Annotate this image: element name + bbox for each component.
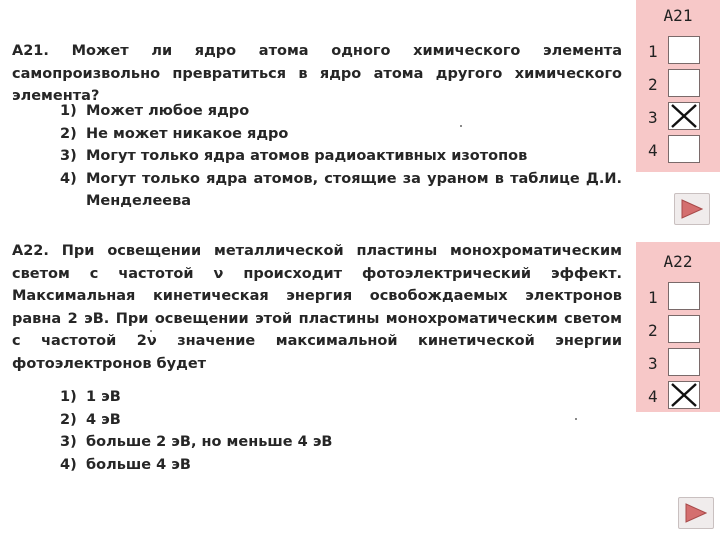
option-a21-3: 3) Могут только ядра атомов радиоактивных изотопов [60,148,528,164]
option-a22-1: 1) 1 эВ [60,389,121,405]
cross-mark-icon [669,103,699,129]
answer-a21-box-2[interactable] [668,69,700,97]
answer-a21-box-1[interactable] [668,36,700,64]
answer-panel-a22 [636,242,720,412]
option-a22-4: 4) больше 4 эВ [60,456,191,473]
question-a22-body: При освещении металлической пластины монохроматическим светом с частотой ν происходит фотоэлектрический эффект. Максимальная кинетическая энергия освобождаемых электронов равна 2 эВ. При освещении этой пластины монохроматическим светом с частотой 2ν значение максимальной кинетической энергии фотоэлектронов будет [12,243,622,372]
answer-a22-label-3: 3 [648,354,658,373]
answer-a22-label-4: 4 [648,387,658,406]
question-a21-text [12,40,622,108]
scan-speck [460,125,462,127]
answer-a22-box-1[interactable] [668,282,700,310]
question-a21-body: Может ли ядро атома одного химического элемента самопроизвольно превратиться в ядро атома другого химического элемента? [12,43,622,104]
option-a22-3: 3) больше 2 эВ, но меньше 4 эВ [60,434,333,450]
question-a22-text [12,240,622,375]
question-a21-options [60,100,622,213]
question-a22-number: A22. [12,243,49,259]
question-a21-number: A21. [12,43,49,59]
answer-a21-box-4[interactable] [668,135,700,163]
play-arrow-icon [681,199,703,219]
answer-a22-label-1: 1 [648,288,658,307]
scan-speck [150,330,152,332]
answer-a22-box-4[interactable] [668,381,700,409]
answer-a22-label-2: 2 [648,321,658,340]
answer-a21-label-4: 4 [648,141,658,160]
play-arrow-icon [685,503,707,523]
question-a22-options [60,386,622,476]
cross-mark-icon [669,382,699,408]
option-a22-2: 2) 4 эВ [60,411,121,428]
answer-panel-a21 [636,0,720,172]
answer-a22-box-2[interactable] [668,315,700,343]
answer-a22-box-3[interactable] [668,348,700,376]
answer-a21-label-3: 3 [648,108,658,127]
scan-speck [575,418,577,420]
answer-panel-a22-title: A22 [663,252,693,271]
next-button-a21[interactable] [674,193,710,225]
option-a21-1: 1) Может любое ядро [60,103,250,119]
option-a21-4: 4) Могут только ядра атомов, стоящие за ураном в таблице Д.И. Менделеева [60,170,622,209]
answer-panel-a21-title: A21 [663,6,693,25]
option-a21-2: 2) Не может никакое ядро [60,125,289,142]
answer-a21-box-3[interactable] [668,102,700,130]
answer-a21-label-2: 2 [648,75,658,94]
next-button-a22[interactable] [678,497,714,529]
answer-a21-label-1: 1 [648,42,658,61]
